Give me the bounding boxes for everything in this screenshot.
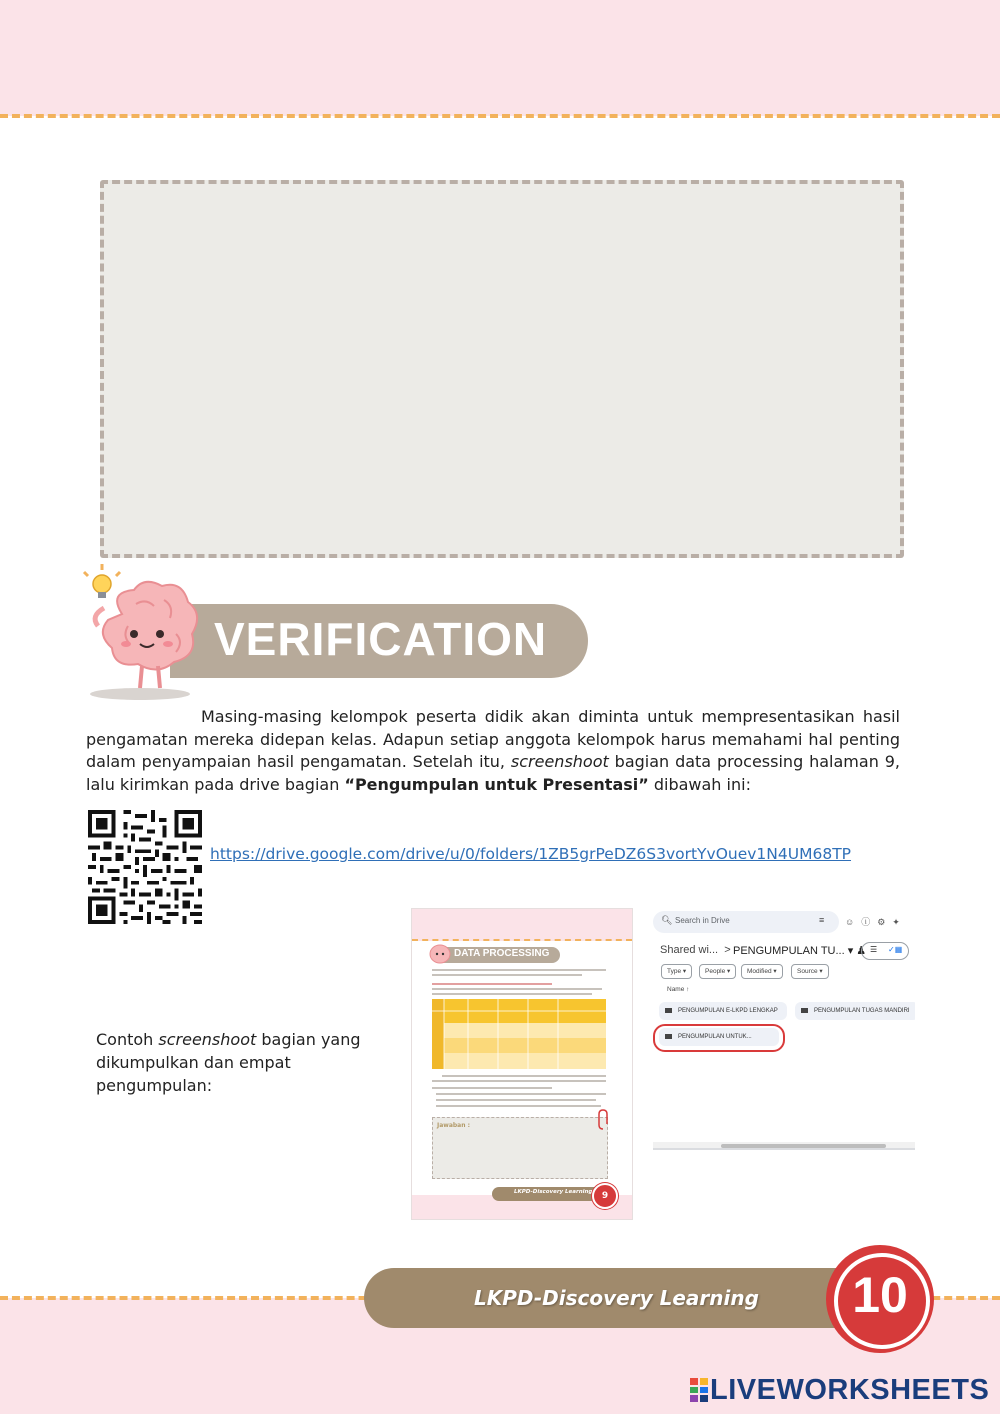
filter-icon: ≡ <box>819 915 825 925</box>
thumb-footer-pill: LKPD-Discovery Learning <box>492 1187 600 1201</box>
folder-item: PENGUMPULAN UNTUK... <box>659 1028 779 1046</box>
view-toggle: ☰ ✓▦ <box>861 942 909 960</box>
page-number: 10 <box>852 1267 908 1323</box>
drive-folder-link[interactable]: https://drive.google.com/drive/u/0/folders/1ZB5grPeDZ6S3vortYvOuev1N4UM68TP <box>210 845 852 863</box>
filter-chip-source: Source ▾ <box>791 964 829 979</box>
footer-title: LKPD-Discovery Learning <box>474 1286 759 1310</box>
thumb-page-badge: 9 <box>592 1183 618 1209</box>
thumb-answer-box: Jawaban : <box>432 1117 608 1179</box>
folder-item: PENGUMPULAN E-LKPD LENGKAP <box>659 1002 787 1020</box>
example-caption: Contoh screenshoot bagian yang dikumpulkan dan empat pengumpulan: <box>96 1030 361 1095</box>
name-column-header: Name ↑ <box>667 986 690 993</box>
search-icon: 🔍︎ <box>661 915 673 925</box>
liveworksheets-brand <box>690 1374 990 1408</box>
breadcrumb-current: PENGUMPULAN TU... ▾ ♟ <box>733 945 867 957</box>
thumb-brain-icon <box>428 941 452 967</box>
thumb-heading: DATA PROCESSING <box>454 948 550 959</box>
folder-item: PENGUMPULAN TUGAS MANDIRI <box>795 1002 915 1020</box>
filter-chip-modified: Modified ▾ <box>741 964 783 979</box>
liveworksheets-wordmark: LIVEWORKSHEETS <box>710 1374 990 1406</box>
liveworksheets-logo-icon <box>690 1378 708 1402</box>
instruction-paragraph: Masing-masing kelompok peserta didik akan diminta untuk mempresentasikan hasil pengamatan mereka didepan kelas. Adapun setiap anggota kelompok harus memahami hal penting dalam penyampaian hasil pengamatan. Setelah itu, screenshoot bagian data processing halaman 9, lalu kirimkan pada drive bagian “Pengumpulan untuk Presentasi” dibawah ini: <box>86 707 900 794</box>
drive-screenshot <box>653 908 915 1150</box>
thumb-header-band <box>412 909 632 941</box>
filter-chip-type: Type ▾ <box>661 964 692 979</box>
qr-code-icon <box>88 810 202 924</box>
header-band <box>0 0 1000 116</box>
drive-toolbar-icons: ☺ⓘ⚙✦ <box>845 917 907 927</box>
thumb-table <box>432 999 606 1069</box>
drive-search-bar: 🔍︎ Search in Drive ≡ <box>653 911 839 933</box>
verification-heading: VERIFICATION <box>214 613 548 665</box>
header-dashed-divider <box>0 114 1000 118</box>
filter-chip-people: People ▾ <box>699 964 736 979</box>
breadcrumb-shared: Shared wi... > <box>660 944 731 956</box>
brain-mascot-icon <box>78 564 208 704</box>
data-processing-screenshot <box>411 908 633 1220</box>
answer-input-area[interactable] <box>100 180 904 558</box>
highlight-ring <box>653 1024 785 1052</box>
thumb-paperclip-icon <box>598 1109 608 1131</box>
